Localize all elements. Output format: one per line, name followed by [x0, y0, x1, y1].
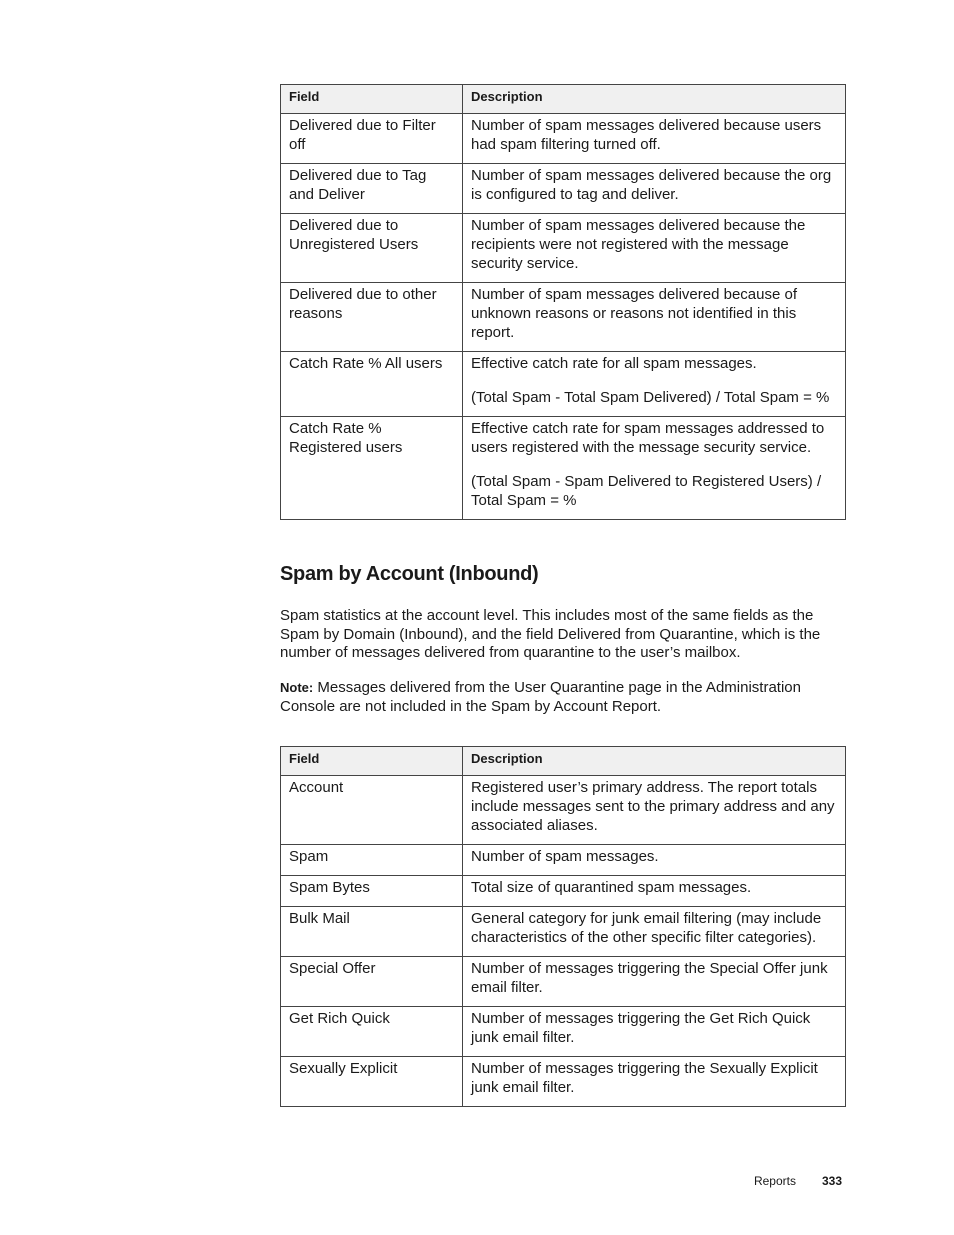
field-cell: Catch Rate % Registered users [281, 417, 463, 520]
description-text: General category for junk email filtering (may include characteristics of the other specific filter categories). [471, 910, 822, 946]
description-text: Number of spam messages delivered because of unknown reasons or reasons not identified in this report. [471, 286, 798, 341]
header-field: Field [281, 85, 463, 114]
header-description: Description [463, 85, 846, 114]
description-text: Number of spam messages delivered because the recipients were not registered with the message security service. [471, 217, 806, 272]
header-description: Description [463, 747, 846, 776]
table-row [281, 776, 846, 845]
page-number: 333 [821, 1174, 842, 1188]
table-body [281, 776, 846, 1107]
description-cell [463, 845, 846, 876]
description-cell [463, 214, 846, 283]
description-cell [463, 164, 846, 214]
note-text: Messages delivered from the User Quarantine page in the Administration Console are not included in the Spam by Account Report. [280, 679, 801, 715]
description-text: Number of spam messages delivered because users had spam filtering turned off. [471, 117, 822, 153]
table-row [281, 957, 846, 1007]
note-paragraph [280, 679, 850, 716]
table-row [281, 283, 846, 352]
field-table-1 [280, 84, 846, 520]
section-heading: Spam by Account (Inbound) [280, 563, 539, 585]
field-cell: Special Offer [281, 957, 463, 1007]
description-cell [463, 1057, 846, 1107]
description-text: Registered user’s primary address. The report totals include messages sent to the primary address and any associated aliases. [471, 779, 835, 834]
table-row [281, 214, 846, 283]
table-row [281, 114, 846, 164]
description-text: Number of spam messages. [471, 848, 659, 865]
table-header-row [281, 747, 846, 776]
intro-paragraph: Spam statistics at the account level. This includes most of the same fields as the Spam by Domain (Inbound), and the field Delivered from Quarantine, which is the number of messages delivered from quarantine to the user’s mailbox. [280, 607, 821, 662]
field-cell: Delivered due to Filter off [281, 114, 463, 164]
description-text: (Total Spam - Total Spam Delivered) / Total Spam = % [471, 389, 830, 406]
description-text: Effective catch rate for spam messages addressed to users registered with the message security service. [471, 420, 825, 456]
description-text: Total size of quarantined spam messages. [471, 879, 752, 896]
field-cell: Catch Rate % All users [281, 352, 463, 417]
description-text: Effective catch rate for all spam messages. [471, 355, 757, 372]
header-field: Field [281, 747, 463, 776]
table-row [281, 907, 846, 957]
field-table-2 [280, 746, 846, 1107]
description-cell [463, 776, 846, 845]
description-text: Number of messages triggering the Sexually Explicit junk email filter. [471, 1060, 818, 1096]
description-cell [463, 283, 846, 352]
table-body [281, 114, 846, 520]
description-text: Number of messages triggering the Get Rich Quick junk email filter. [471, 1010, 811, 1046]
description-text: Number of messages triggering the Special Offer junk email filter. [471, 960, 828, 996]
note-label: Note: [280, 680, 314, 695]
field-cell: Bulk Mail [281, 907, 463, 957]
table-row [281, 1007, 846, 1057]
page-footer [754, 1174, 842, 1188]
field-cell: Delivered due to Tag and Deliver [281, 164, 463, 214]
footer-section: Reports [753, 1174, 796, 1188]
table-row [281, 417, 846, 520]
description-cell [463, 876, 846, 907]
field-cell: Delivered due to Unregistered Users [281, 214, 463, 283]
description-cell [463, 957, 846, 1007]
field-cell: Delivered due to other reasons [281, 283, 463, 352]
description-cell [463, 417, 846, 520]
description-cell [463, 1007, 846, 1057]
description-text: Number of spam messages delivered because the org is configured to tag and deliver. [471, 167, 832, 203]
field-cell: Sexually Explicit [281, 1057, 463, 1107]
table-row [281, 845, 846, 876]
table-row [281, 876, 846, 907]
description-cell [463, 907, 846, 957]
table-header-row [281, 85, 846, 114]
description-text: (Total Spam - Spam Delivered to Registered Users) / Total Spam = % [471, 473, 822, 509]
field-cell: Spam [281, 845, 463, 876]
field-cell: Spam Bytes [281, 876, 463, 907]
table-row [281, 1057, 846, 1107]
field-cell: Account [281, 776, 463, 845]
field-cell: Get Rich Quick [281, 1007, 463, 1057]
description-cell [463, 114, 846, 164]
table-row [281, 164, 846, 214]
description-cell [463, 352, 846, 417]
table-row [281, 352, 846, 417]
